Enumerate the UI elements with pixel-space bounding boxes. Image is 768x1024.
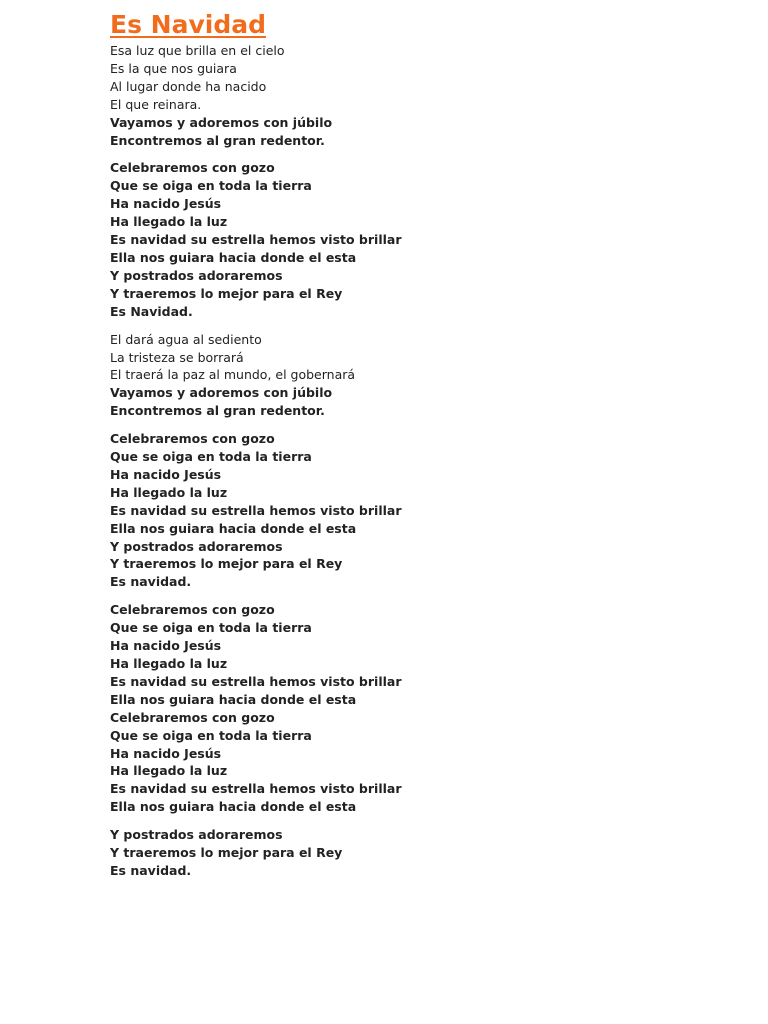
page-title-link[interactable]: Es Navidad — [110, 10, 266, 39]
lyric-line: Que se oiga en toda la tierra — [110, 620, 312, 636]
lyric-line: Y traeremos lo mejor para el Rey — [110, 285, 343, 301]
lyrics-stanza — [110, 42, 670, 149]
lyric-line: Vayamos y adoremos con júbilo — [110, 385, 333, 401]
lyric-line: Es Navidad. — [110, 303, 193, 319]
lyrics-stanza — [110, 601, 670, 816]
lyric-line: Ella nos guiara hacia donde el esta — [110, 249, 357, 265]
lyric-line: Es navidad. — [110, 862, 192, 878]
lyric-line: Ella nos guiara hacia donde el esta — [110, 691, 357, 707]
lyrics-stanza — [110, 331, 670, 421]
lyric-line: Ha llegado la luz — [110, 484, 228, 500]
lyric-line: Que se oiga en toda la tierra — [110, 727, 312, 743]
lyric-line: Ha nacido Jesús — [110, 638, 222, 654]
lyric-line: Ha llegado la luz — [110, 656, 228, 671]
lyric-line: Encontremos al gran redentor. — [110, 403, 325, 419]
lyric-line: Y traeremos lo mejor para el Rey — [110, 845, 343, 861]
lyric-line: Es navidad su estrella hemos visto brillar — [110, 232, 402, 248]
lyric-line: El traerá la paz al mundo, el gobernará — [110, 367, 356, 383]
lyric-line: Es la que nos guiara — [110, 60, 237, 76]
lyric-line: Es navidad su estrella hemos visto brillar — [110, 673, 402, 689]
lyric-line: Y traeremos lo mejor para el Rey — [110, 556, 343, 572]
lyric-line: Celebraremos con gozo — [110, 602, 275, 618]
lyrics-stanza — [110, 826, 670, 880]
lyric-line: Ha llegado la luz — [110, 763, 228, 779]
lyrics-stanza — [110, 430, 670, 591]
lyric-line: Y postrados adoraremos — [110, 267, 283, 283]
lyric-line: La tristeza se borrará — [110, 349, 244, 365]
lyric-line: Encontremos al gran redentor. — [110, 132, 325, 148]
lyric-line: Y postrados adoraremos — [110, 538, 283, 554]
lyric-line: Ha nacido Jesús — [110, 745, 222, 761]
lyric-line: El dará agua al sediento — [110, 331, 262, 347]
lyric-line: El que reinara. — [110, 96, 202, 112]
lyric-line: Vayamos y adoremos con júbilo — [110, 114, 333, 130]
lyric-line: Celebraremos con gozo — [110, 160, 275, 176]
lyrics-page — [110, 8, 670, 890]
lyric-line: Al lugar donde ha nacido — [110, 78, 267, 94]
lyric-line: Y postrados adoraremos — [110, 827, 283, 843]
lyric-line: Que se oiga en toda la tierra — [110, 178, 312, 194]
lyric-line: Ella nos guiara hacia donde el esta — [110, 520, 357, 536]
lyric-line: Ella nos guiara hacia donde el esta — [110, 799, 357, 815]
lyric-line: Es navidad su estrella hemos visto brillar — [110, 502, 402, 518]
lyric-line: Esa luz que brilla en el cielo — [110, 43, 285, 58]
lyrics-body — [110, 42, 670, 880]
lyric-line: Ha llegado la luz — [110, 214, 228, 230]
lyric-line: Ha nacido Jesús — [110, 196, 222, 212]
lyric-line: Celebraremos con gozo — [110, 431, 275, 447]
lyric-line: Ha nacido Jesús — [110, 466, 222, 482]
lyric-line: Es navidad. — [110, 574, 192, 590]
lyric-line: Es navidad su estrella hemos visto brillar — [110, 781, 402, 797]
lyric-line: Celebraremos con gozo — [110, 709, 275, 725]
lyrics-stanza — [110, 159, 670, 320]
lyric-line: Que se oiga en toda la tierra — [110, 449, 312, 465]
